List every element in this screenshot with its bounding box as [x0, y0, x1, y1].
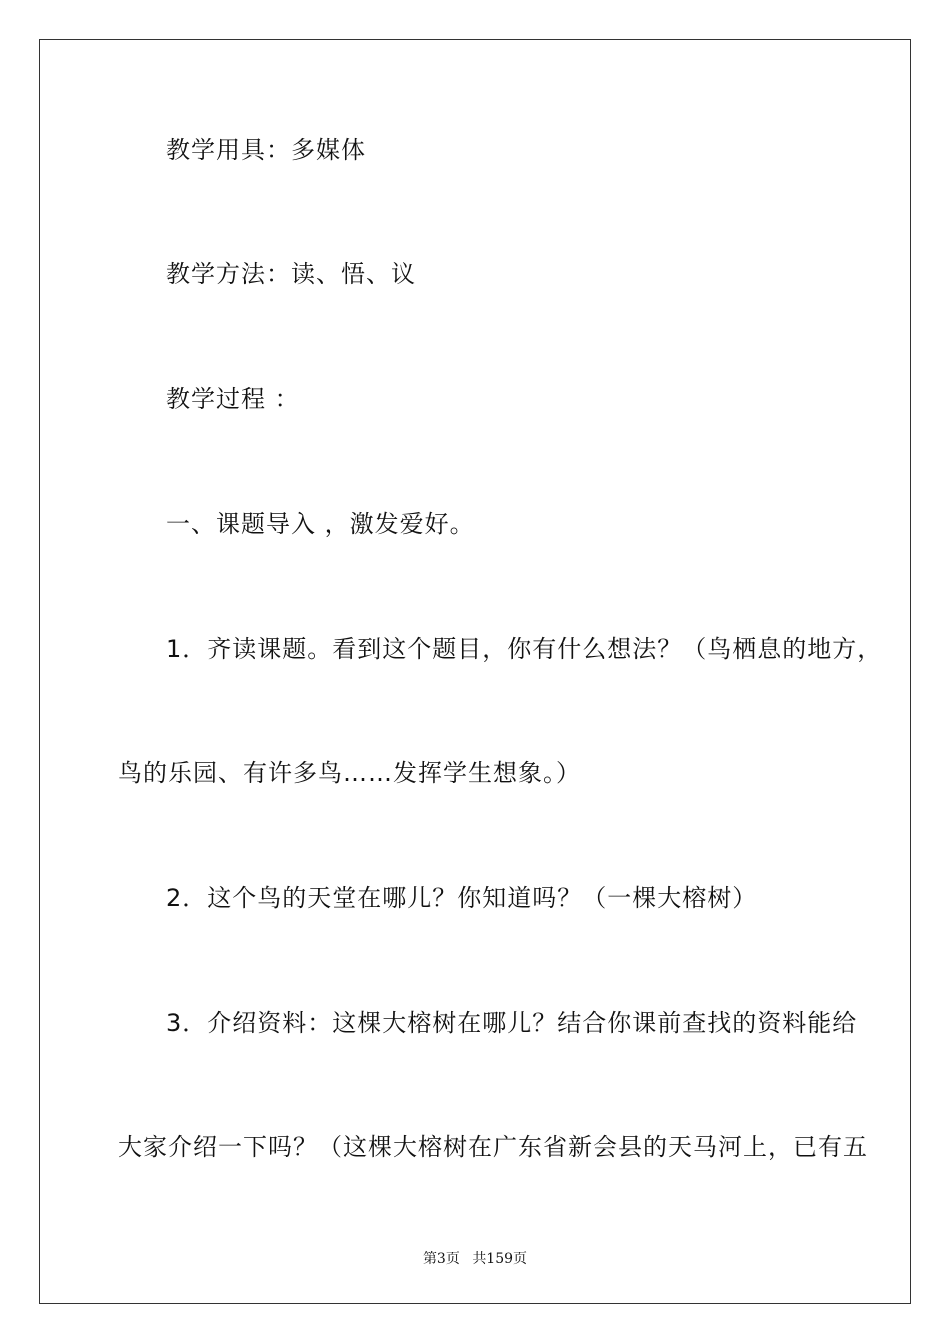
item-3-line-2: 大家介绍一下吗？（这棵大榕树在广东省新会县的天马河上，已有五: [118, 1133, 868, 1161]
teaching-methods-line: 教学方法：读、悟、议: [166, 260, 416, 288]
teaching-tools-line: 教学用具：多媒体: [166, 136, 366, 164]
page-number: 第3页: [422, 1251, 460, 1267]
total-pages: 共159页: [472, 1251, 528, 1267]
item-3-line-1: 3．介绍资料：这棵大榕树在哪儿？结合你课前查找的资料能给: [166, 1009, 858, 1037]
section-one-heading: 一、课题导入 ，激发爱好。: [166, 510, 475, 538]
teaching-process-heading: 教学过程 ：: [166, 385, 300, 413]
item-1-line-2: 鸟的乐园、有许多鸟……发挥学生想象。）: [118, 759, 581, 787]
item-2-line: 2．这个鸟的天堂在哪儿？你知道吗？（一棵大榕树）: [166, 884, 758, 912]
item-1-line-1: 1．齐读课题。看到这个题目，你有什么想法？（鸟栖息的地方，: [166, 635, 883, 663]
page-frame: [39, 39, 911, 1304]
page-footer: [0, 1248, 950, 1268]
